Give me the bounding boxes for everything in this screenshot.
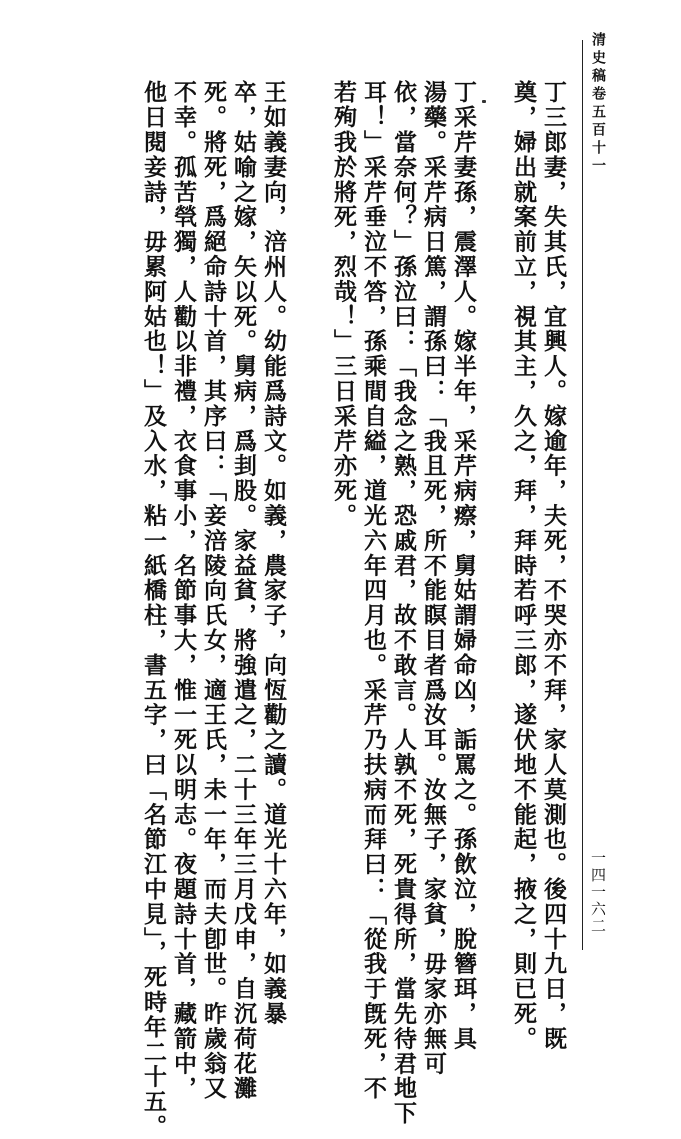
- text-column-10: 死。將死，爲絕命詩十首，其序曰：「妾涪陵向氏女，適王氏，未一年，而夫卽世。昨歲翁又: [200, 80, 227, 1101]
- text-column-11: 不幸。孤苦煢獨，人勸以非禮，衣食事小，名節事大，惟一死以明志。夜題詩十首，藏箭中，: [170, 80, 197, 1101]
- text-column-3: 丁采芹妻孫，震澤人。嫁半年，采芹病瘵，舅姑謂婦命凶，詬罵之。孫飲泣，脫簪珥，具: [450, 80, 477, 1052]
- text-column-4: 湯藥。采芹病日篤，謂孫曰：「我且死，所不能瞑目者爲汝耳。汝無子，家貧，毋家亦無可: [420, 80, 447, 1076]
- page-number: 一四一六二: [589, 850, 607, 935]
- text-column-12: 他日閱妾詩，毋累阿姑也！」及入水，粘一紙橋柱，書五字，曰「名節江中見」，死時年二十五。: [140, 80, 167, 1139]
- text-column-7: 若殉我於將死，烈哉！」三日采芹亦死。: [330, 80, 357, 529]
- text-column-1: 丁三郎妻，失其氏，宜興人。嫁逾年，夫死，不哭亦不拜，家人莫測也。後四十九日，既: [540, 80, 567, 1052]
- header-divider: [582, 40, 583, 950]
- text-column-2: 奠，婦出就案前立，視其主，久之，拜，拜時若呼三郎，遂伏地不能起，掖之，則已死。: [510, 80, 537, 1052]
- text-column-6: 耳！」采芹垂泣不答，孫乘間自縊，道光六年四月也。采芹乃扶病而拜曰：「從我于旣死，不: [360, 80, 387, 1101]
- page-header-title: 清史稿卷五百十一: [590, 32, 606, 176]
- text-column-9: 卒，姑喻之嫁，矢以死。舅病，爲刲股。家益貧，將強遣之，二十三年三月戊申，自沉荷花灘: [230, 80, 257, 1101]
- text-column-8: 王如義妻向，涪州人。幼能爲詩文。如義，農家子，向恆勸之讀。道光十六年，如義暴: [260, 80, 287, 1027]
- ink-speck: [482, 100, 486, 103]
- text-column-5: 依，當奈何？」孫泣曰：「我念之熟，恐戚君，故不敢言。人孰不死，死貴得所，當先待君地下: [390, 80, 417, 1126]
